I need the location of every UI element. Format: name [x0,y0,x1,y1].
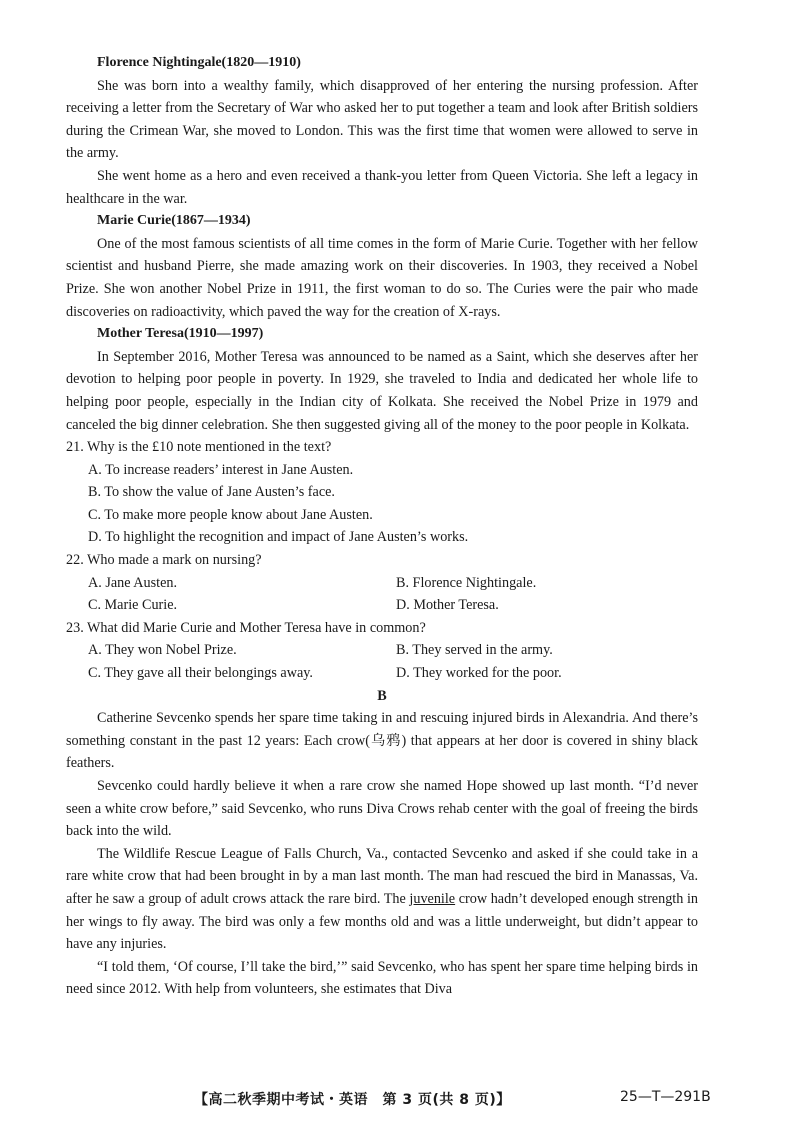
question-23-row-1 [88,639,698,662]
section-title-teresa: Mother Teresa(1910—1997) [97,326,264,342]
paragraph-nightingale-1: She was born into a wealthy family, which disapproved of her entering the nursing profession. After receiving a letter from the Secretary of War who asked her to put together a team and look after British soldiers during the Crimean War, she moved to London. This was the first time that women were allowed to serve in the army. [66,77,698,162]
footer-title: 【高二秋季期中考试・英语 第 3 页(共 8 页)】 [194,1092,511,1108]
question-23-row-2 [88,662,698,685]
paragraph-b-3-text-after: crow hadn’t developed enough strength in her wings to fly away. The bird was only a few months old and was a little underweight, but didn’t appear to have any injuries. [66,890,698,953]
section-title-nightingale: Florence Nightingale(1820—1910) [97,55,301,70]
question-23-option-a[interactable]: A. They won Nobel Prize. [88,642,237,659]
paragraph-curie-1: One of the most famous scientists of all time comes in the form of Marie Curie. Together with her fellow scientist and husband Pierre, she made amazing work on their discoveries. In 1903, they received a Nobel Prize. She won another Nobel Prize in 1911, the first woman to do so. The Curies were the pair who made discoveries on radioactivity, which paved the way for the creation of X-rays. [66,235,698,320]
question-22-row-1 [88,572,698,595]
paragraph-nightingale-2: She went home as a hero and even received a thank-you letter from Queen Victoria. She left a legacy in healthcare in the war. [66,167,698,207]
paragraph-b-3-text-before: The Wildlife Rescue League of Falls Church, Va., contacted Sevcenko and asked if she could take in a rare white crow that had been brought in by a man last month. The man had rescued the bird in Manassas, Va. after he saw a group of adult crows attack the rare bird. The [66,845,698,907]
question-21-option-d[interactable]: D. To highlight the recognition and impact of Jane Austen’s works. [88,529,469,546]
paragraph-teresa-1: In September 2016, Mother Teresa was announced to be named as a Saint, which she deserves after her devotion to helping poor people in poverty. In 1929, she traveled to India and dedicated her whole life to helping poor people, especially in the Indian city of Kolkata. She received the Nobel Prize in 1979 and canceled the big dinner celebration. She then suggested giving all of the money to the poor people in Kolkata. [66,348,698,433]
question-22-stem: 22. Who made a mark on nursing? [66,552,262,569]
paragraph-b-1: Catherine Sevcenko spends her spare time taking in and rescuing injured birds in Alexandria. And there’s something constant in the past 12 years: Each crow(乌鸦) that appears at her door is covered in shiny black feathers. [66,710,698,772]
question-22-option-c[interactable]: C. Marie Curie. [88,597,178,614]
footer-code: 25—T—291B [620,1089,711,1105]
question-22-option-a[interactable]: A. Jane Austen. [88,574,178,591]
exam-page [66,52,698,1001]
underlined-word-juvenile: juvenile [409,890,456,907]
section-title-curie: Marie Curie(1867—1934) [97,213,251,229]
question-22-option-b[interactable]: B. Florence Nightingale. [396,574,537,591]
paragraph-b-2: Sevcenko could hardly believe it when a rare crow she named Hope showed up last month. “I’d never seen a white crow before,” said Sevcenko, who runs Diva Crows rehab center with the goal of freeing the birds back into the wild. [66,778,698,840]
question-22-option-d[interactable]: D. Mother Teresa. [396,597,499,614]
question-23-option-c[interactable]: C. They gave all their belongings away. [88,665,313,682]
page-footer [0,1087,794,1111]
question-23-option-b[interactable]: B. They served in the army. [396,642,553,659]
paragraph-b-3 [66,843,698,956]
question-21-option-c[interactable]: C. To make more people know about Jane Austen. [88,506,373,523]
question-21-option-b[interactable]: B. To show the value of Jane Austen’s face. [88,484,335,501]
question-21-stem: 21. Why is the £10 note mentioned in the text? [66,439,332,456]
question-22-row-2 [88,594,698,617]
section-b-label: B [377,687,387,704]
question-23-option-d[interactable]: D. They worked for the poor. [396,665,562,682]
question-23-stem: 23. What did Marie Curie and Mother Teresa have in common? [66,619,426,636]
question-21-option-a[interactable]: A. To increase readers’ interest in Jane Austen. [88,461,354,478]
paragraph-b-4: “I told them, ‘Of course, I’ll take the bird,’” said Sevcenko, who has spent her spare time helping birds in need since 2012. With help from volunteers, she estimates that Diva [66,958,698,998]
